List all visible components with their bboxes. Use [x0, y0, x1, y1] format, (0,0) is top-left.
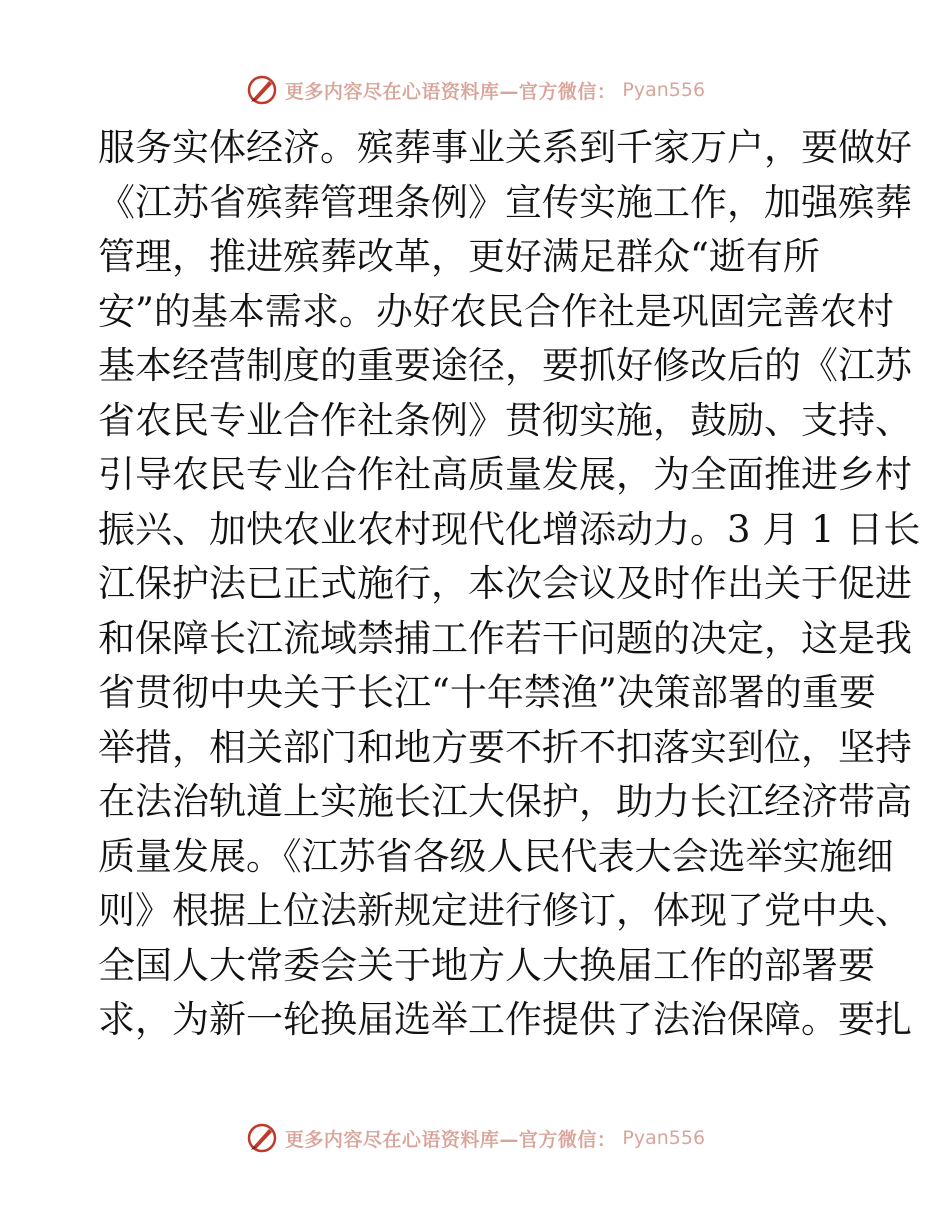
- footer-banner: [0, 1118, 950, 1158]
- body-line: 省贯彻中央关于长江“十年禁渔”决策部署的重要: [98, 671, 876, 714]
- body-line: 求，为新一轮换届选举工作提供了法治保障。要扎: [98, 998, 912, 1041]
- body-line: 服务实体经济。殡葬事业关系到千家万户，要做好: [98, 126, 912, 169]
- body-line: 和保障长江流域禁捕工作若干问题的决定，这是我: [98, 616, 912, 660]
- body-line: 全国人大常委会关于地方人大换届工作的部署要: [98, 943, 875, 987]
- body-line: 则》根据上位法新规定进行修订，体现了党中央、: [98, 889, 912, 932]
- body-line: 江保护法已正式施行，本次会议及时作出关于促进: [98, 562, 912, 605]
- pen-circle-logo-icon: [245, 1121, 279, 1155]
- footer-banner-text: 更多内容尽在心语资料库—官方微信：: [284, 1128, 617, 1151]
- footer-banner-account: Pyan556: [622, 1127, 706, 1149]
- body-line: 《江苏省殡葬管理条例》宣传实施工作，加强殡葬: [98, 180, 912, 224]
- body-line: 管理，推进殡葬改革，更好满足群众“逝有所: [98, 235, 820, 278]
- body-line: 振兴、加快农业农村现代化增添动力。3 月 1 日长: [98, 507, 921, 551]
- header-banner-account: Pyan556: [622, 79, 706, 101]
- header-banner-text: 更多内容尽在心语资料库—官方微信：: [284, 80, 617, 103]
- document-body: [98, 121, 921, 1048]
- pen-circle-logo-icon: [245, 73, 279, 107]
- header-banner: [0, 70, 950, 110]
- body-line: 省农民专业合作社条例》贯彻实施，鼓励、支持、: [98, 398, 912, 442]
- body-line: 在法治轨道上实施长江大保护，助力长江经济带高: [98, 780, 912, 823]
- body-line: 举措，相关部门和地方要不折不扣落实到位，坚持: [98, 725, 912, 769]
- body-line: 基本经营制度的重要途径，要抓好修改后的《江苏: [98, 344, 912, 387]
- body-line: 引导农民专业合作社高质量发展，为全面推进乡村: [98, 453, 912, 496]
- body-line: 安”的基本需求。办好农民合作社是巩固完善农村: [98, 289, 894, 333]
- body-line: 质量发展。《江苏省各级人民代表大会选举实施细: [98, 834, 894, 878]
